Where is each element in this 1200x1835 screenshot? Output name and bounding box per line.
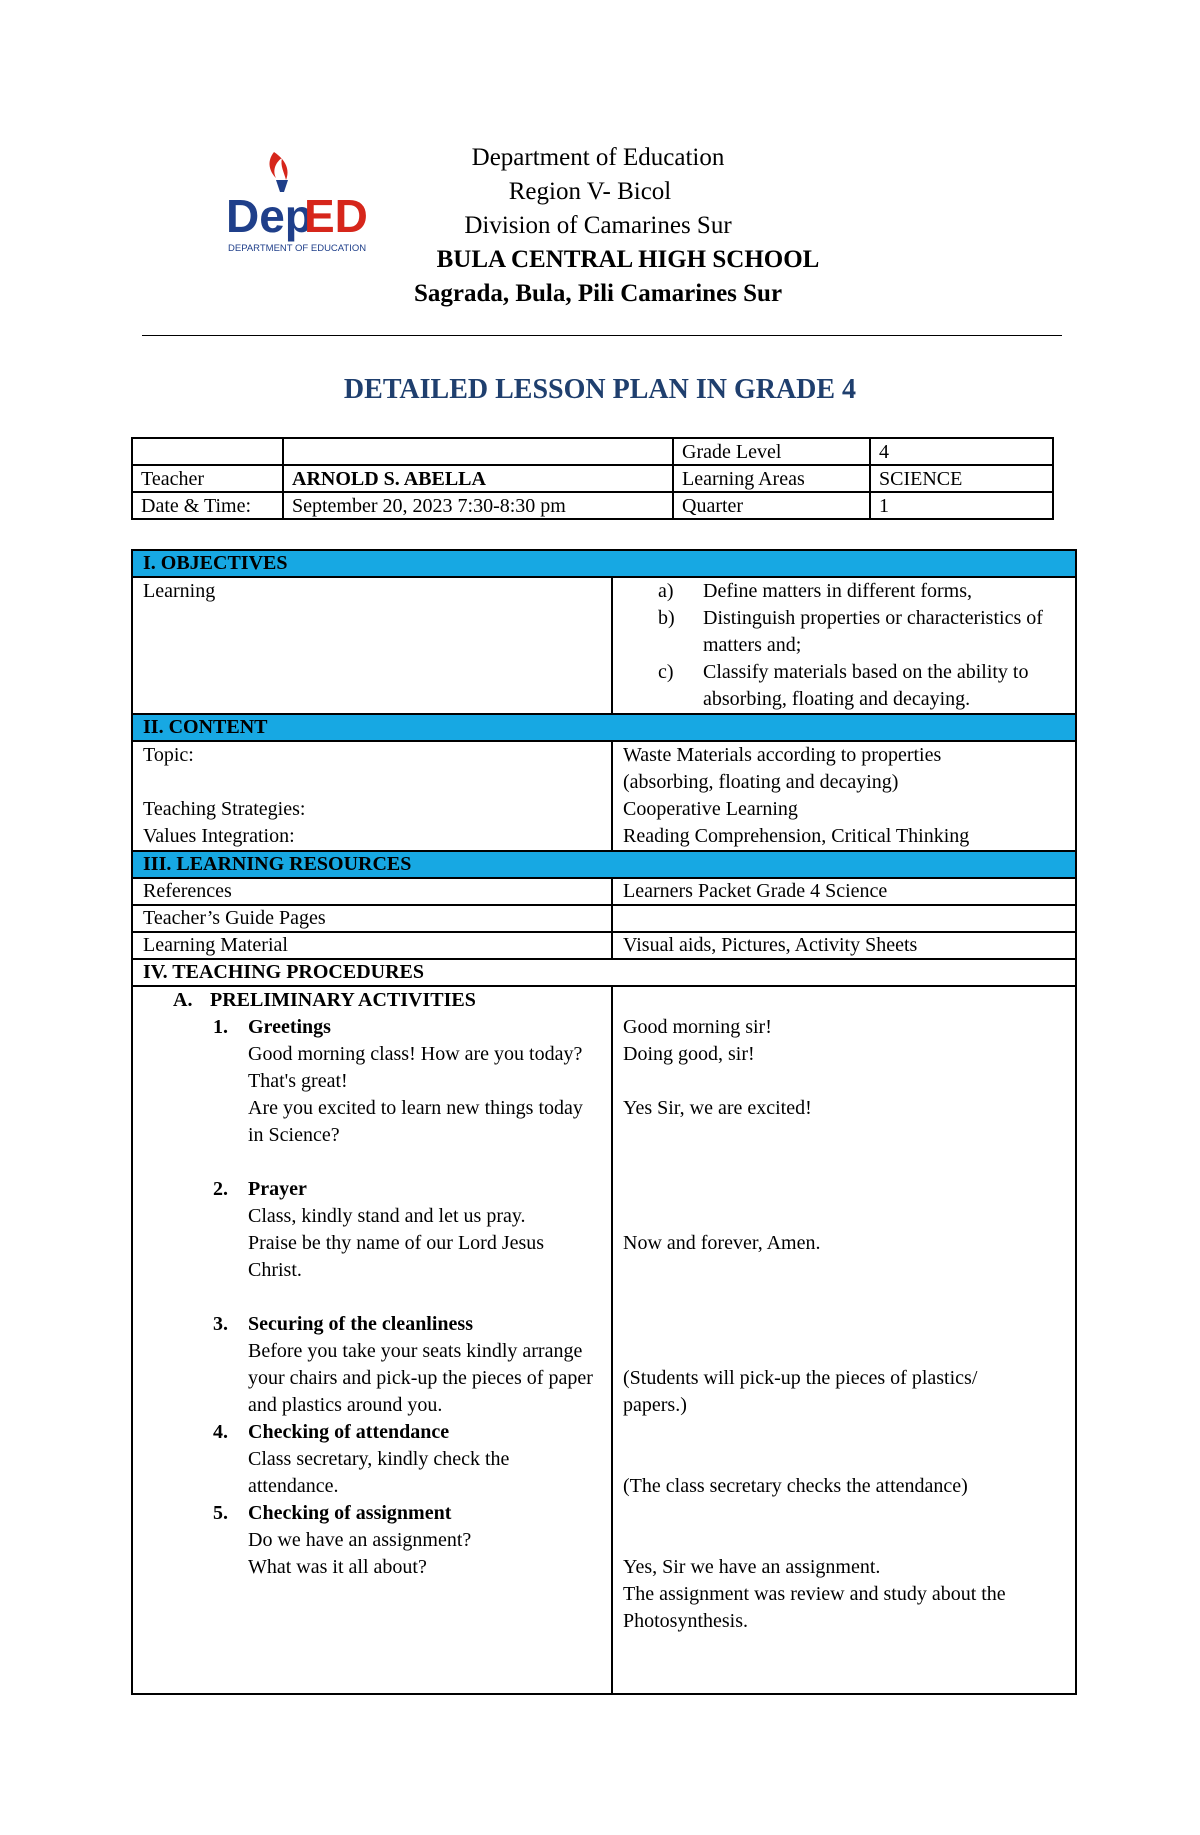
header-address: Sagrada, Bula, Pili Camarines Sur bbox=[413, 280, 783, 307]
greetings-response-1: Good morning sir! bbox=[623, 1016, 772, 1038]
logo-wordmark-dep: Dep bbox=[226, 190, 313, 242]
header-division: Division of Camarines Sur bbox=[464, 212, 732, 239]
content-labels-cell bbox=[132, 741, 612, 851]
values-label: Values Integration: bbox=[143, 825, 295, 847]
quarter-label: Quarter bbox=[673, 492, 870, 519]
guide-label: Teacher’s Guide Pages bbox=[132, 905, 612, 932]
assignment-title: Checking of assignment bbox=[248, 1502, 452, 1524]
strategies-label: Teaching Strategies: bbox=[143, 798, 306, 820]
header-department: Department of Education bbox=[471, 144, 725, 171]
info-empty-value bbox=[283, 438, 673, 465]
teacher-value: ARNOLD S. ABELLA bbox=[283, 465, 673, 492]
content-values-cell bbox=[612, 741, 1076, 851]
objectives-label: Learning bbox=[132, 577, 612, 714]
greetings-title: Greetings bbox=[248, 1016, 331, 1038]
lesson-plan-table bbox=[131, 549, 1077, 1695]
student-activity-cell bbox=[612, 986, 1076, 1694]
cleanliness-teacher-line1: Before you take your seats kindly arrange your chairs and pick-up the pieces of paper and plastics around you. bbox=[248, 1340, 593, 1416]
assignment-item: 5. Checking of assignment Do we have an assignment? What was it all about? bbox=[213, 1500, 601, 1581]
page-title: DETAILED LESSON PLAN IN GRADE 4 bbox=[343, 374, 857, 405]
info-empty-label bbox=[132, 438, 283, 465]
cleanliness-item: 3. Securing of the cleanliness Before you take your seats kindly arrange your chairs and pick-up the pieces of paper and plastics around you. bbox=[213, 1311, 601, 1419]
objective-item: b) Distinguish properties or characteristics of matters and; bbox=[658, 607, 1043, 656]
objective-item: c) Classify materials based on the ability to absorbing, floating and decaying. bbox=[658, 661, 1029, 710]
preliminary-heading: A. PRELIMINARY ACTIVITIES bbox=[173, 989, 476, 1011]
attendance-teacher-line1: Class secretary, kindly check the attendance. bbox=[248, 1448, 510, 1497]
header-divider bbox=[142, 335, 1062, 336]
references-label: References bbox=[132, 878, 612, 905]
prayer-teacher-line1: Class, kindly stand and let us pray. bbox=[248, 1205, 526, 1227]
cleanliness-title: Securing of the cleanliness bbox=[248, 1313, 473, 1335]
assignment-response-1: Yes, Sir we have an assignment. bbox=[623, 1556, 881, 1578]
learning-areas-value: SCIENCE bbox=[870, 465, 1053, 492]
assignment-response-2: The assignment was review and study about the Photosynthesis. bbox=[623, 1583, 1006, 1632]
teacher-activity-cell bbox=[132, 986, 612, 1694]
prayer-item: 2. Prayer Class, kindly stand and let us pray. Praise be thy name of our Lord Jesus Christ. bbox=[213, 1176, 601, 1284]
greetings-item: 1. Greetings Good morning class! How are you today? That's great! Are you excited to learn new things today in Science? bbox=[213, 1014, 601, 1149]
objectives-list bbox=[623, 578, 1065, 713]
assignment-teacher-line1: Do we have an assignment? bbox=[248, 1529, 472, 1551]
grade-level-label: Grade Level bbox=[673, 438, 870, 465]
strategies-value: Cooperative Learning bbox=[623, 798, 798, 820]
date-value: September 20, 2023 7:30-8:30 pm bbox=[283, 492, 673, 519]
greetings-response-3: Yes Sir, we are excited! bbox=[623, 1097, 812, 1119]
cleanliness-response: (Students will pick-up the pieces of plastics/ papers.) bbox=[623, 1367, 978, 1416]
greetings-response-2: Doing good, sir! bbox=[623, 1043, 755, 1065]
logo-wordmark-ed: ED bbox=[304, 190, 366, 242]
prayer-title: Prayer bbox=[248, 1178, 307, 1200]
greetings-teacher-line1: Good morning class! How are you today? That's great! bbox=[248, 1043, 583, 1092]
objectives-list-cell bbox=[612, 577, 1076, 714]
attendance-item: 4. Checking of attendance Class secretary, kindly check the attendance. bbox=[213, 1419, 601, 1500]
topic-value-line1: Waste Materials according to properties bbox=[623, 744, 942, 766]
quarter-value: 1 bbox=[870, 492, 1053, 519]
guide-value bbox=[612, 905, 1076, 932]
topic-value-line2: (absorbing, floating and decaying) bbox=[623, 771, 899, 793]
greetings-teacher-line2: Are you excited to learn new things today in Science? bbox=[248, 1097, 583, 1146]
references-value: Learners Packet Grade 4 Science bbox=[612, 878, 1076, 905]
procedures-heading: IV. TEACHING PROCEDURES bbox=[132, 959, 1076, 986]
assignment-teacher-line2: What was it all about? bbox=[248, 1556, 427, 1578]
attendance-title: Checking of attendance bbox=[248, 1421, 450, 1443]
header-school: BULA CENTRAL HIGH SCHOOL bbox=[436, 246, 820, 273]
material-value: Visual aids, Pictures, Activity Sheets bbox=[612, 932, 1076, 959]
objectives-heading: I. OBJECTIVES bbox=[132, 550, 1076, 577]
resources-heading: III. LEARNING RESOURCES bbox=[132, 851, 1076, 878]
logo-subtext: DEPARTMENT OF EDUCATION bbox=[228, 243, 366, 254]
objective-item: a) Define matters in different forms, bbox=[658, 580, 972, 602]
values-value: Reading Comprehension, Critical Thinking bbox=[623, 825, 970, 847]
material-label: Learning Material bbox=[132, 932, 612, 959]
teacher-label: Teacher bbox=[132, 465, 283, 492]
date-label: Date & Time: bbox=[132, 492, 283, 519]
grade-level-value: 4 bbox=[870, 438, 1053, 465]
content-heading: II. CONTENT bbox=[132, 714, 1076, 741]
info-table bbox=[131, 437, 1054, 520]
learning-areas-label: Learning Areas bbox=[673, 465, 870, 492]
attendance-response: (The class secretary checks the attendance) bbox=[623, 1475, 968, 1497]
header-region: Region V- Bicol bbox=[508, 178, 672, 205]
prayer-teacher-line2: Praise be thy name of our Lord Jesus Christ. bbox=[248, 1232, 545, 1281]
topic-label: Topic: bbox=[143, 744, 194, 766]
prayer-response: Now and forever, Amen. bbox=[623, 1232, 821, 1254]
